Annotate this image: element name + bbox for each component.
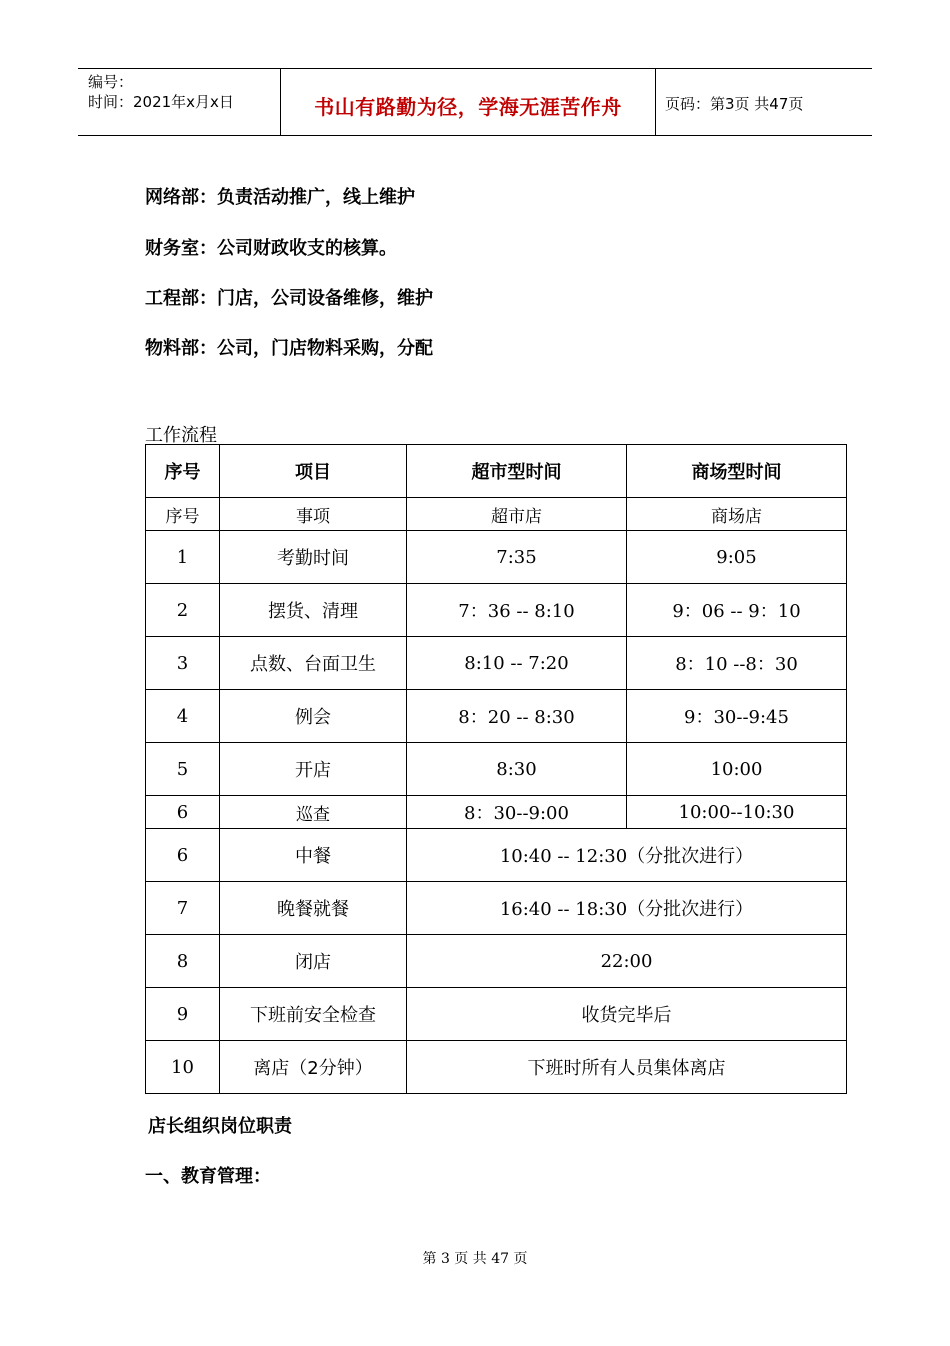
header-mall-time: 商场型时间 xyxy=(627,445,847,498)
row-mall-time: 9:05 xyxy=(627,531,847,584)
table-row xyxy=(146,882,847,935)
dept-engineering: 工程部：门店，公司设备维修，维护 xyxy=(145,288,433,309)
row-no: 5 xyxy=(146,743,220,796)
row-shared-time: 10:40 -- 12:30（分批次进行） xyxy=(407,829,847,882)
row-no: 1 xyxy=(146,531,220,584)
time-label: 时间：2021年x月x日 xyxy=(88,93,234,111)
dept-materials: 物料部：公司，门店物料采购，分配 xyxy=(145,338,433,359)
header-divider xyxy=(655,69,656,135)
row-supermarket-time: 7:35 xyxy=(407,531,627,584)
row-item: 例会 xyxy=(220,690,407,743)
row-supermarket-time: 8:30 xyxy=(407,743,627,796)
row-supermarket-time: 8:10 -- 7:20 xyxy=(407,637,627,690)
workflow-title: 工作流程 xyxy=(145,425,217,446)
row-no: 2 xyxy=(146,584,220,637)
page-footer: 第 3 页 共 47 页 xyxy=(422,1251,528,1267)
row-no: 8 xyxy=(146,935,220,988)
header-meta xyxy=(88,72,234,112)
subheader-item: 事项 xyxy=(220,498,407,531)
table-row xyxy=(146,690,847,743)
dept-finance: 财务室：公司财政收支的核算。 xyxy=(145,238,397,259)
table-row xyxy=(146,829,847,882)
row-shared-time: 下班时所有人员集体离店 xyxy=(407,1041,847,1094)
header-page-info: 页码：第3页 共47页 xyxy=(665,95,804,113)
row-item: 摆货、清理 xyxy=(220,584,407,637)
header-supermarket-time: 超市型时间 xyxy=(407,445,627,498)
row-item: 离店（2分钟） xyxy=(220,1041,407,1094)
row-item: 中餐 xyxy=(220,829,407,882)
page-header xyxy=(78,68,872,136)
row-no: 9 xyxy=(146,988,220,1041)
row-shared-time: 16:40 -- 18:30（分批次进行） xyxy=(407,882,847,935)
row-no: 6 xyxy=(146,829,220,882)
row-no: 3 xyxy=(146,637,220,690)
row-supermarket-time: 7：36 -- 8:10 xyxy=(407,584,627,637)
row-item: 开店 xyxy=(220,743,407,796)
row-mall-time: 10:00--10:30 xyxy=(627,796,847,829)
table-row xyxy=(146,637,847,690)
table-row xyxy=(146,584,847,637)
workflow-table xyxy=(145,444,847,1094)
table-header-row xyxy=(146,445,847,498)
section-education: 一、教育管理： xyxy=(145,1166,271,1187)
header-item: 项目 xyxy=(220,445,407,498)
row-item: 考勤时间 xyxy=(220,531,407,584)
row-item: 晚餐就餐 xyxy=(220,882,407,935)
section-manager-duties: 店长组织岗位职责 xyxy=(148,1116,292,1137)
row-item: 巡查 xyxy=(220,796,407,829)
row-item: 闭店 xyxy=(220,935,407,988)
table-row xyxy=(146,988,847,1041)
header-no: 序号 xyxy=(146,445,220,498)
row-mall-time: 8：10 --8：30 xyxy=(627,637,847,690)
row-shared-time: 22:00 xyxy=(407,935,847,988)
row-no: 4 xyxy=(146,690,220,743)
subheader-supermarket: 超市店 xyxy=(407,498,627,531)
row-mall-time: 10:00 xyxy=(627,743,847,796)
table-row xyxy=(146,743,847,796)
table-row xyxy=(146,796,847,829)
table-row xyxy=(146,935,847,988)
row-mall-time: 9：06 -- 9：10 xyxy=(627,584,847,637)
row-supermarket-time: 8：30--9:00 xyxy=(407,796,627,829)
header-motto: 书山有路勤为径，学海无涯苦作舟 xyxy=(314,95,622,119)
row-shared-time: 收货完毕后 xyxy=(407,988,847,1041)
table-row xyxy=(146,1041,847,1094)
row-item: 点数、台面卫生 xyxy=(220,637,407,690)
row-supermarket-time: 8：20 -- 8:30 xyxy=(407,690,627,743)
row-item: 下班前安全检查 xyxy=(220,988,407,1041)
table-subheader-row xyxy=(146,498,847,531)
row-no: 7 xyxy=(146,882,220,935)
row-no: 10 xyxy=(146,1041,220,1094)
subheader-no: 序号 xyxy=(146,498,220,531)
dept-network: 网络部：负责活动推广，线上维护 xyxy=(145,187,415,208)
row-no: 6 xyxy=(146,796,220,829)
code-label: 编号： xyxy=(88,73,134,91)
row-mall-time: 9：30--9:45 xyxy=(627,690,847,743)
subheader-mall: 商场店 xyxy=(627,498,847,531)
table-row xyxy=(146,531,847,584)
